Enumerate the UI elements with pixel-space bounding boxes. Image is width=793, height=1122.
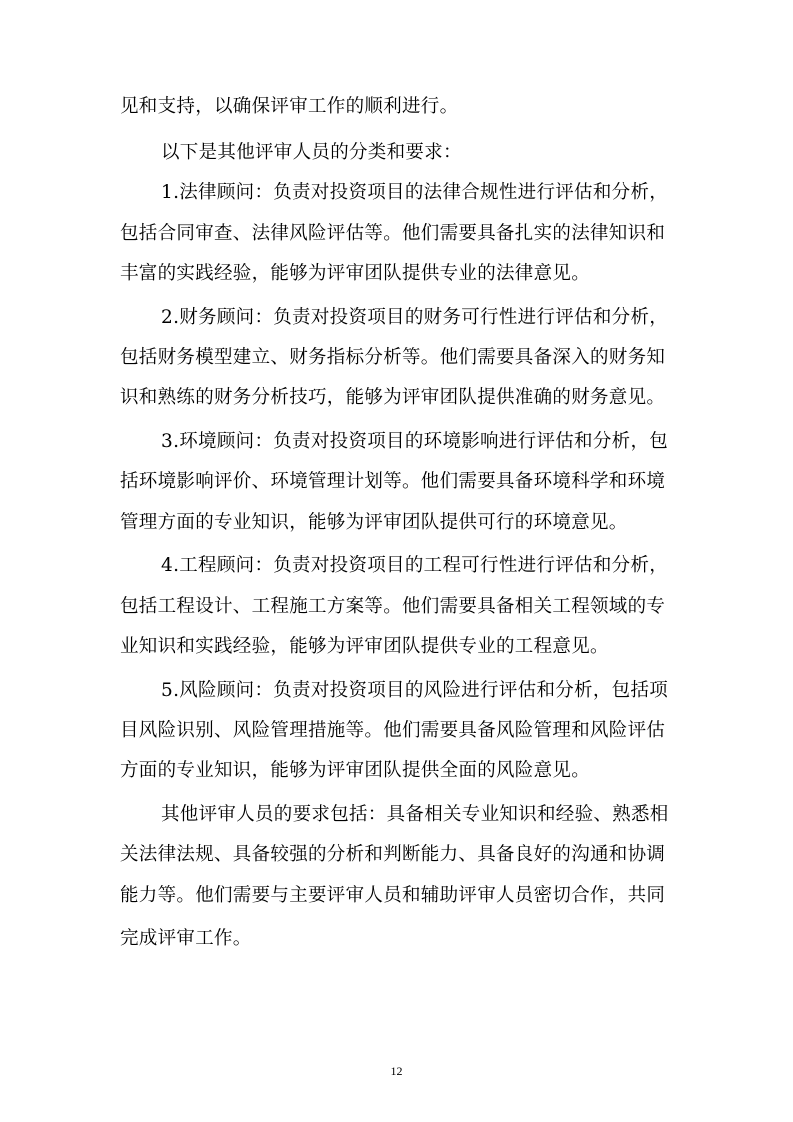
text-line: 其他评审人员的要求包括：具备相关专业知识和经验、熟悉相 <box>161 804 669 825</box>
text-line: 1.法律顾问：负责对投资项目的法律合规性进行评估和分析， <box>161 182 669 203</box>
text-line: 4.工程顾问：负责对投资项目的工程可行性进行评估和分析， <box>161 555 669 576</box>
text-line: 方面的专业知识，能够为评审团队提供全面的风险意见。 <box>120 760 591 781</box>
text-line: 以下是其他评审人员的分类和要求： <box>161 142 462 163</box>
text-line: 包括工程设计、工程施工方案等。他们需要具备相关工程领域的专 <box>120 596 666 617</box>
text-line: 目风险识别、风险管理措施等。他们需要具备风险管理和风险评估 <box>120 720 666 741</box>
text-line: 业知识和实践经验，能够为评审团队提供专业的工程意见。 <box>120 636 609 657</box>
page-number: 12 <box>390 1064 403 1078</box>
text-line: 包括合同审查、法律风险评估等。他们需要具备扎实的法律知识和 <box>120 223 666 244</box>
text-line: 括环境影响评价、环境管理计划等。他们需要具备环境科学和环境 <box>120 471 666 492</box>
text-line: 关法律法规、具备较强的分析和判断能力、具备良好的沟通和协调 <box>120 844 666 865</box>
text-line: 见和支持，以确保评审工作的顺利进行。 <box>120 96 459 117</box>
text-line: 丰富的实践经验，能够为评审团队提供专业的法律意见。 <box>120 263 591 284</box>
text-line: 识和熟练的财务分析技巧，能够为评审团队提供准确的财务意见。 <box>120 387 666 408</box>
text-line: 5.风险顾问：负责对投资项目的风险进行评估和分析，包括项 <box>161 680 669 701</box>
text-line: 能力等。他们需要与主要评审人员和辅助评审人员密切合作，共同 <box>120 885 666 906</box>
text-line: 包括财务模型建立、财务指标分析等。他们需要具备深入的财务知 <box>120 347 666 368</box>
text-line: 管理方面的专业知识，能够为评审团队提供可行的环境意见。 <box>120 512 628 533</box>
text-line: 2.财务顾问：负责对投资项目的财务可行性进行评估和分析， <box>161 307 669 328</box>
text-line: 3.环境顾问：负责对投资项目的环境影响进行评估和分析，包 <box>161 431 669 452</box>
text-line: 完成评审工作。 <box>120 928 252 949</box>
